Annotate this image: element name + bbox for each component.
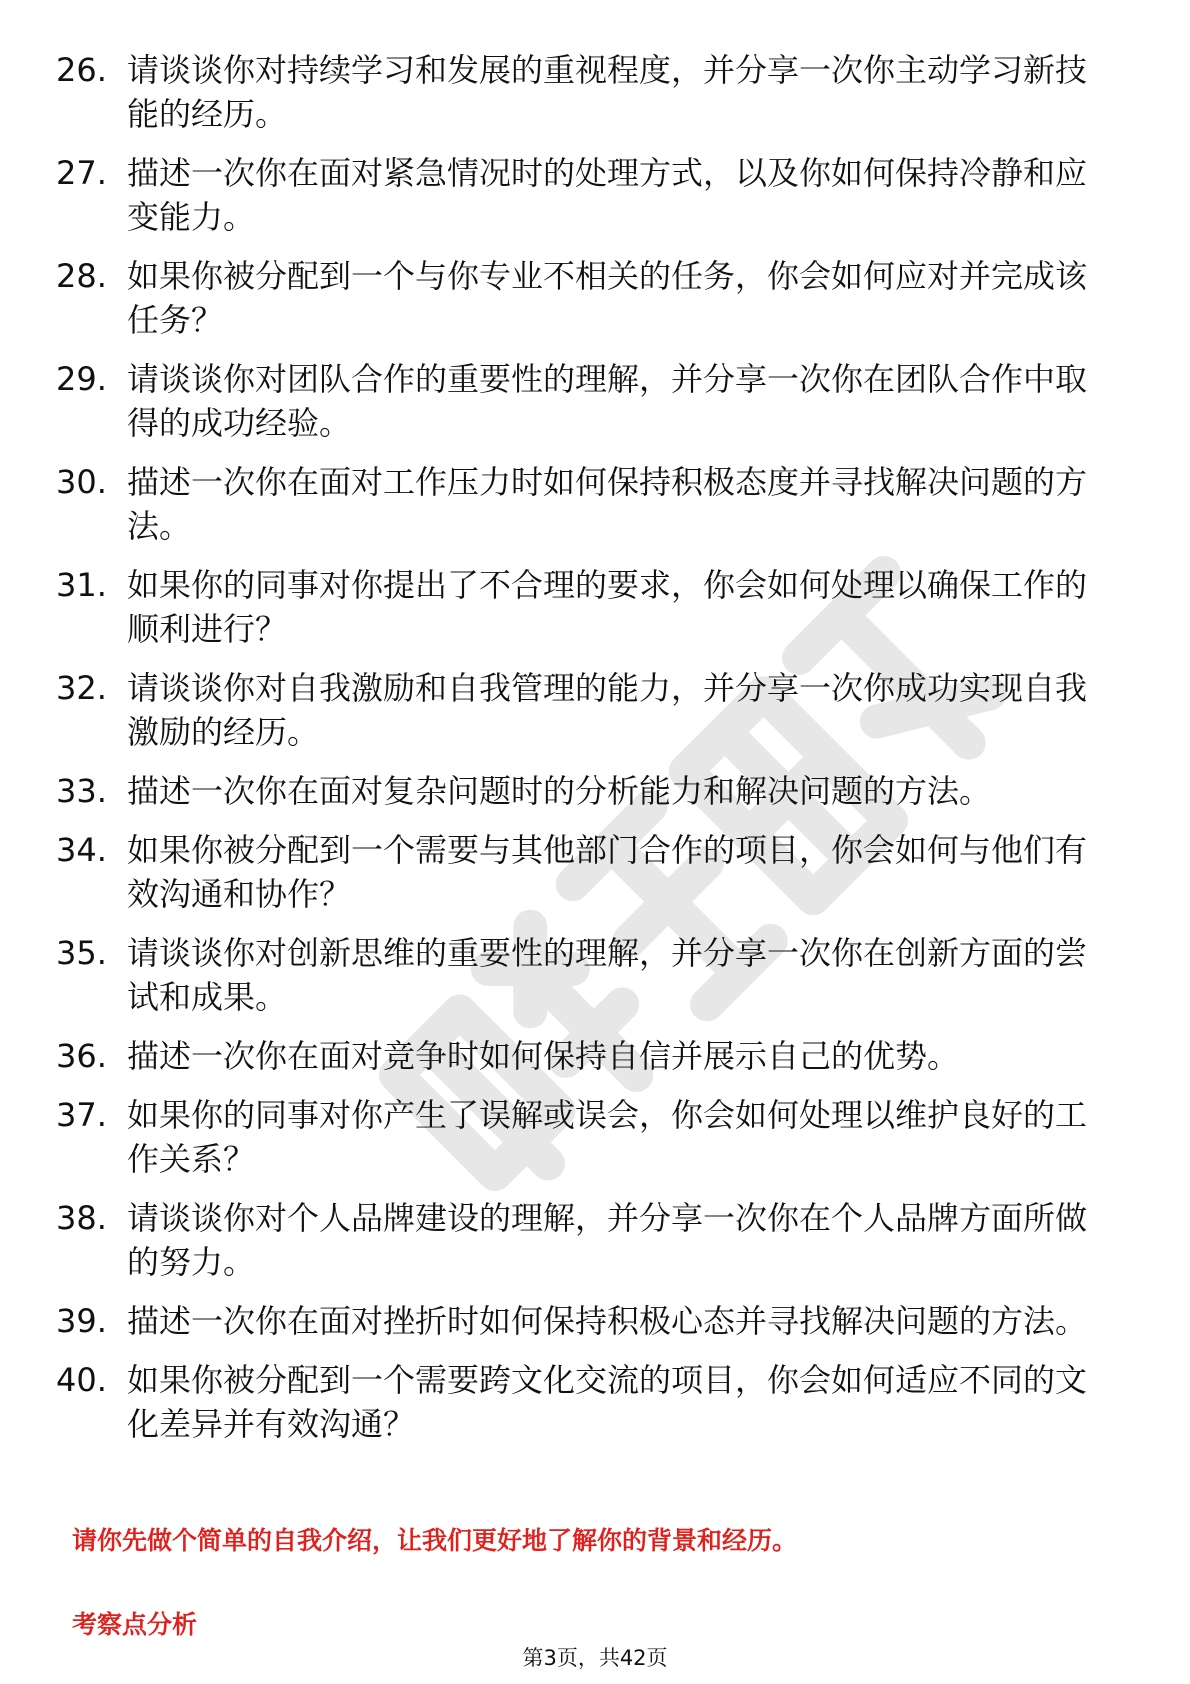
question-text: 请谈谈你对自我激励和自我管理的能力，并分享一次你成功实现自我激励的经历。 <box>127 669 1088 751</box>
question-number: 33. <box>56 772 107 810</box>
question-text: 如果你的同事对你产生了误解或误会，你会如何处理以维护良好的工作关系？ <box>127 1096 1088 1178</box>
question-text: 描述一次你在面对挫折时如何保持积极心态并寻找解决问题的方法。 <box>127 1302 1088 1340</box>
list-item <box>56 1093 1116 1181</box>
intro-question-heading: 请你先做个简单的自我介绍，让我们更好地了解你的背景和经历。 <box>72 1526 798 1555</box>
question-text: 请谈谈你对个人品牌建设的理解，并分享一次你在个人品牌方面所做的努力。 <box>127 1199 1088 1281</box>
question-number: 32. <box>56 669 107 707</box>
list-item <box>56 931 1116 1019</box>
question-text: 如果你的同事对你提出了不合理的要求，你会如何处理以确保工作的顺利进行？ <box>127 566 1088 648</box>
question-text: 请谈谈你对团队合作的重要性的理解，并分享一次你在团队合作中取得的成功经验。 <box>127 360 1088 442</box>
list-item <box>56 1196 1116 1284</box>
question-number: 36. <box>56 1037 107 1075</box>
list-item <box>56 563 1116 651</box>
question-text: 描述一次你在面对竞争时如何保持自信并展示自己的优势。 <box>127 1037 960 1075</box>
analysis-heading: 考察点分析 <box>72 1610 198 1639</box>
list-item <box>56 769 1116 813</box>
question-text: 如果你被分配到一个需要跨文化交流的项目，你会如何适应不同的文化差异并有效沟通？ <box>127 1361 1088 1443</box>
question-number: 27. <box>56 154 107 192</box>
list-item <box>56 828 1116 916</box>
question-text: 描述一次你在面对复杂问题时的分析能力和解决问题的方法。 <box>127 772 992 810</box>
question-number: 37. <box>56 1096 107 1134</box>
list-item <box>56 1034 1116 1078</box>
question-list <box>56 48 1116 1461</box>
list-item <box>56 151 1116 239</box>
question-text: 描述一次你在面对工作压力时如何保持积极态度并寻找解决问题的方法。 <box>127 463 1088 545</box>
question-text: 描述一次你在面对紧急情况时的处理方式，以及你如何保持冷静和应变能力。 <box>127 154 1088 236</box>
question-number: 39. <box>56 1302 107 1340</box>
list-item <box>56 1299 1116 1343</box>
question-text: 如果你被分配到一个需要与其他部门合作的项目，你会如何与他们有效沟通和协作？ <box>127 831 1088 913</box>
question-text: 如果你被分配到一个与你专业不相关的任务，你会如何应对并完成该任务？ <box>127 257 1088 339</box>
question-number: 34. <box>56 831 107 869</box>
question-number: 35. <box>56 934 107 972</box>
question-number: 38. <box>56 1199 107 1237</box>
list-item <box>56 254 1116 342</box>
list-item <box>56 1358 1116 1446</box>
list-item <box>56 460 1116 548</box>
question-number: 31. <box>56 566 107 604</box>
question-number: 40. <box>56 1361 107 1399</box>
page-number-footer: 第3页，共42页 <box>522 1646 668 1670</box>
question-number: 30. <box>56 463 107 501</box>
question-text: 请谈谈你对持续学习和发展的重视程度，并分享一次你主动学习新技能的经历。 <box>127 51 1088 133</box>
list-item <box>56 357 1116 445</box>
list-item <box>56 666 1116 754</box>
list-item <box>56 48 1116 136</box>
question-text: 请谈谈你对创新思维的重要性的理解，并分享一次你在创新方面的尝试和成果。 <box>127 934 1088 1016</box>
question-number: 26. <box>56 51 107 89</box>
question-number: 28. <box>56 257 107 295</box>
question-number: 29. <box>56 360 107 398</box>
